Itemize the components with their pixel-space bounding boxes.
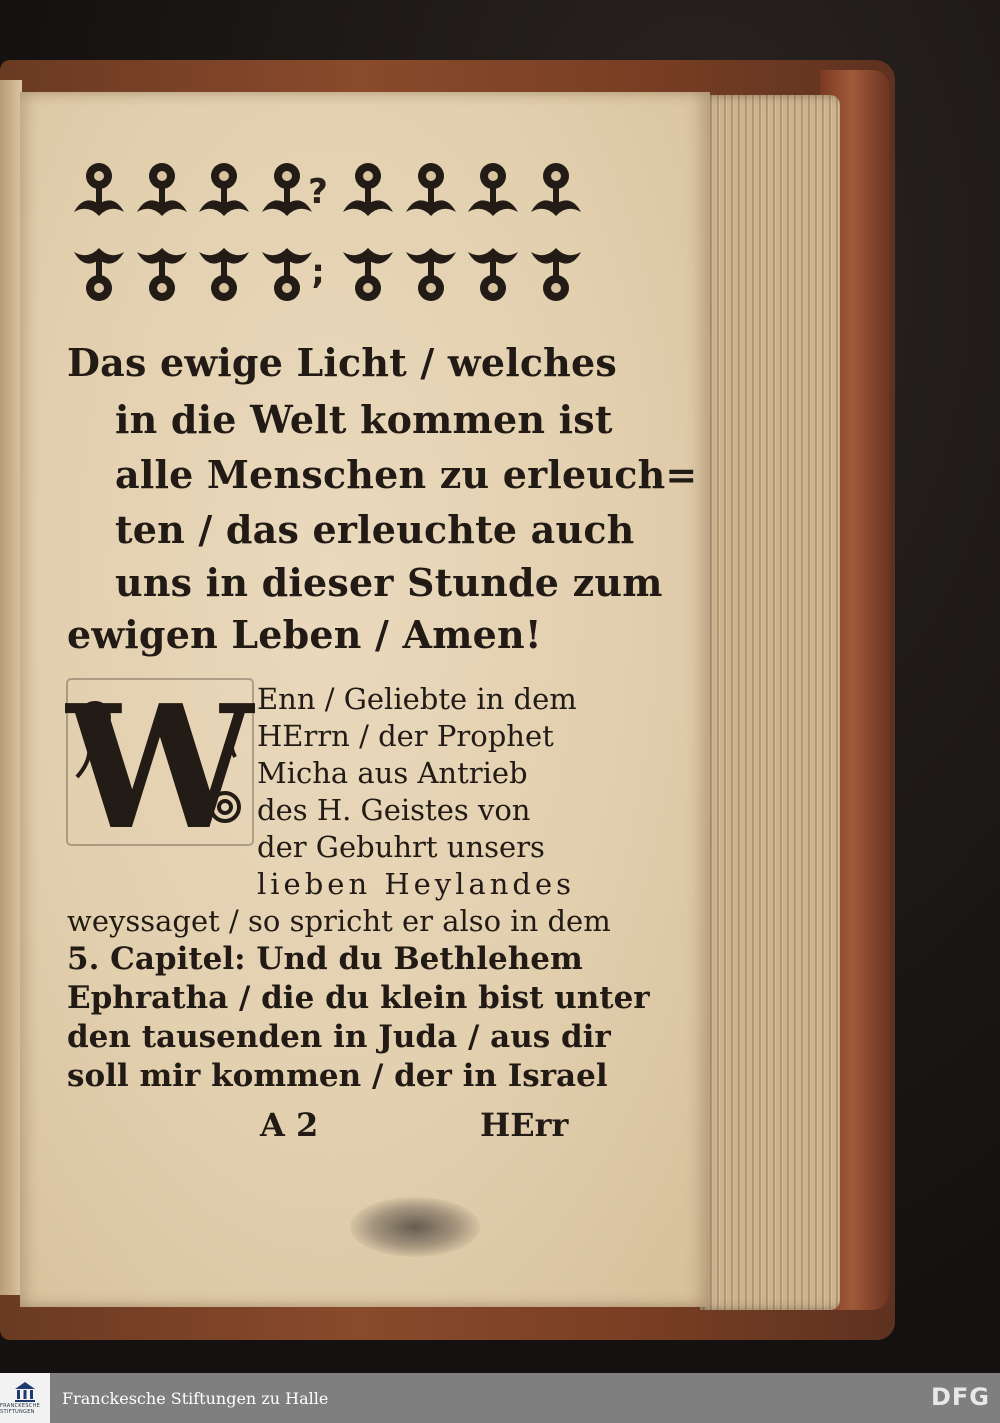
logo-label: FRANCKESCHE STIFTUNGEN bbox=[0, 1403, 41, 1415]
heading-line: ten / das erleuchte auch bbox=[115, 507, 635, 552]
heading-line: ewigen Leben / Amen! bbox=[67, 612, 542, 657]
floral-ornament-icon bbox=[195, 242, 253, 304]
heading-line: Das ewige Licht / welches bbox=[67, 340, 617, 385]
foundation-logo-icon[interactable] bbox=[0, 1373, 50, 1423]
scripture-line: soll mir kommen / der in Israel bbox=[67, 1058, 608, 1094]
body-line: Micha aus Antrieb bbox=[257, 756, 528, 790]
page-edges bbox=[700, 95, 840, 1310]
floral-ornament-icon bbox=[527, 242, 585, 304]
floral-ornament-icon bbox=[70, 160, 128, 222]
book-page bbox=[20, 92, 710, 1307]
scripture-line: den tausenden in Juda / aus dir bbox=[67, 1019, 611, 1055]
dfg-logo[interactable]: DFG bbox=[930, 1383, 990, 1411]
heading-line: alle Menschen zu erleuch= bbox=[115, 452, 698, 497]
scripture-line: 5. Capitel: Und du Bethlehem bbox=[67, 941, 583, 977]
floral-ornament-icon bbox=[70, 242, 128, 304]
ink-stain bbox=[350, 1197, 480, 1257]
floral-ornament-icon bbox=[527, 160, 585, 222]
heading-line: in die Welt kommen ist bbox=[115, 397, 613, 442]
floral-ornament-icon bbox=[133, 242, 191, 304]
body-line: weyssaget / so spricht er also in dem bbox=[67, 904, 611, 938]
floral-ornament-icon bbox=[402, 160, 460, 222]
floral-ornament-icon bbox=[464, 160, 522, 222]
ornament-center-marks bbox=[308, 162, 328, 312]
decorated-initial bbox=[65, 677, 255, 847]
ornament-mark-top: ? bbox=[308, 172, 328, 212]
body-line: des H. Geistes von bbox=[257, 793, 531, 827]
floral-ornament-icon bbox=[464, 242, 522, 304]
heading-line: uns in dieser Stunde zum bbox=[115, 560, 663, 605]
viewer-footer bbox=[0, 1373, 1000, 1423]
initial-letter: W bbox=[65, 677, 255, 847]
body-line: HErrn / der Prophet bbox=[257, 719, 554, 753]
catchword: HErr bbox=[480, 1106, 569, 1144]
body-line: lieben Heylandes bbox=[257, 867, 576, 901]
building-icon bbox=[14, 1381, 36, 1403]
signature-mark: A 2 bbox=[260, 1106, 319, 1144]
floral-ornament-icon bbox=[402, 242, 460, 304]
previous-page-edge bbox=[0, 80, 22, 1295]
body-line: Enn / Geliebte in dem bbox=[257, 682, 577, 716]
scripture-line: Ephratha / die du klein bist unter bbox=[67, 980, 650, 1016]
floral-ornament-icon bbox=[195, 160, 253, 222]
body-line: der Gebuhrt unsers bbox=[257, 830, 545, 864]
floral-ornament-icon bbox=[339, 242, 397, 304]
ornament-mark-bottom: ; bbox=[311, 252, 325, 292]
floral-ornament-icon bbox=[339, 160, 397, 222]
institution-name: Franckesche Stiftungen zu Halle bbox=[62, 1388, 329, 1408]
floral-ornament-icon bbox=[133, 160, 191, 222]
